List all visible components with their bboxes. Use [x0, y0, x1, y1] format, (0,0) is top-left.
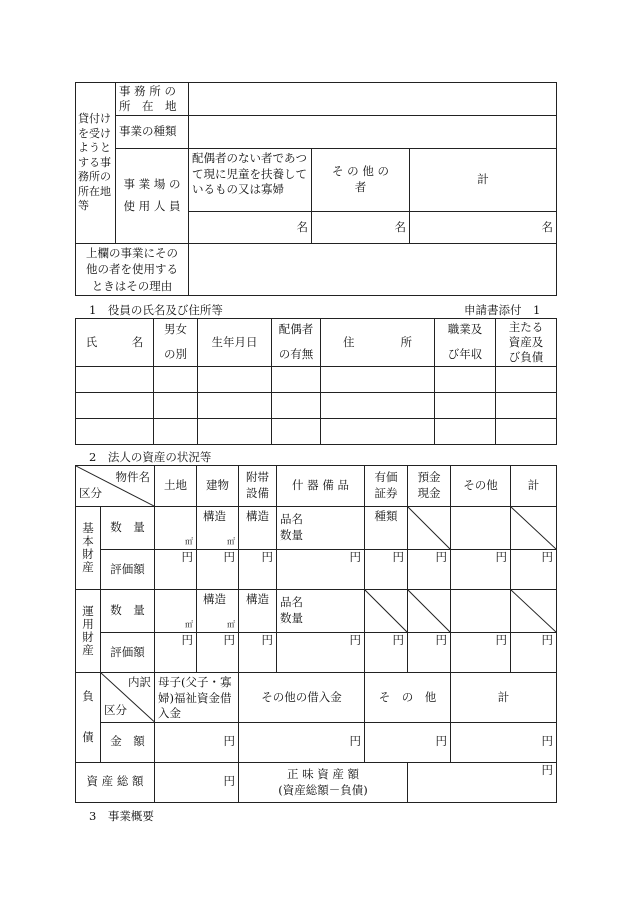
diagonal-line — [511, 590, 556, 632]
welfare-loan-amount[interactable]: 円 — [155, 722, 239, 762]
officer-address-cell[interactable] — [321, 393, 435, 419]
operating-securities-crossed — [365, 590, 408, 633]
officer-sex-cell[interactable] — [154, 393, 198, 419]
basic-deposits-crossed — [408, 507, 451, 550]
officer-birthdate-cell[interactable] — [198, 367, 272, 393]
officer-name-header: 氏 名 — [76, 319, 154, 367]
total-employees-header: 計 — [410, 149, 557, 212]
basic-land-value[interactable]: 円 — [155, 550, 197, 590]
business-type-field[interactable] — [189, 116, 557, 149]
job-header-top: 職業及 — [447, 322, 483, 337]
facility-header: 附帯 設備 — [239, 466, 277, 507]
office-location-label: 事 務 所 の 所 在 地 — [116, 83, 189, 116]
land-header: 土地 — [155, 466, 197, 507]
officer-address-cell[interactable] — [321, 419, 435, 445]
basic-quantity-label: 数 量 — [101, 507, 155, 550]
debt-total-amount[interactable]: 円 — [451, 722, 557, 762]
operating-facility-value[interactable]: 円 — [239, 633, 277, 673]
basic-building-quantity[interactable] — [197, 507, 239, 550]
net-assets-amount[interactable]: 円 — [408, 762, 557, 802]
officer-name-cell[interactable] — [76, 393, 154, 419]
operating-fixtures-product[interactable]: 品名 数量 — [277, 590, 365, 633]
spouse-header-top: 配偶者 — [278, 322, 314, 337]
officer-name-cell[interactable] — [76, 367, 154, 393]
net-assets-label: 正 味 資 産 額 (資産総額－負債) — [239, 762, 408, 802]
debt-detail-header: 内訳 — [128, 675, 151, 689]
total-assets-label: 資 産 総 額 — [76, 762, 155, 802]
basic-facility-structure[interactable]: 構造 — [239, 507, 277, 550]
section2-title: 2 法人の資産の状況等 — [89, 450, 212, 464]
operating-land-value[interactable]: 円 — [155, 633, 197, 673]
total-header: 計 — [511, 466, 557, 507]
job-header-bottom: び年収 — [447, 347, 483, 361]
officer-job-header — [435, 319, 496, 367]
operating-fixtures-value[interactable]: 円 — [277, 633, 365, 673]
officer-sex-cell[interactable] — [154, 367, 198, 393]
single-parent-employees-header: 配偶者のない者であつて現に児童を扶養しているもの又は寡婦 — [189, 149, 312, 212]
total-assets-amount[interactable]: 円 — [155, 762, 239, 802]
operating-deposits-crossed — [408, 590, 451, 633]
basic-securities-value[interactable]: 円 — [365, 550, 408, 590]
debt-detail-category-header — [101, 673, 155, 723]
officer-job-cell[interactable] — [435, 367, 496, 393]
officer-spouse-cell[interactable] — [272, 419, 321, 445]
basic-land-quantity[interactable] — [155, 507, 197, 550]
office-location-field[interactable] — [189, 83, 557, 116]
sex-header-top: 男女 — [164, 322, 187, 337]
officer-birthdate-header: 生年月日 — [198, 319, 272, 367]
officer-sex-header — [154, 319, 198, 367]
item-category-header — [76, 466, 155, 507]
reason-label: 上欄の事業にその 他の者を使用する ときはその理由 — [76, 244, 189, 296]
officer-name-cell[interactable] — [76, 419, 154, 445]
basic-property-label: 基 本 財 産 — [76, 507, 101, 590]
officer-address-cell[interactable] — [321, 367, 435, 393]
debt-category-header: 区分 — [104, 703, 127, 718]
officer-spouse-cell[interactable] — [272, 367, 321, 393]
other-loans-amount[interactable]: 円 — [239, 722, 365, 762]
other-employees-header: そ の 他 の 者 — [312, 149, 410, 212]
applicant-office-table — [75, 82, 557, 296]
diagonal-line — [365, 590, 407, 632]
officer-birthdate-cell[interactable] — [198, 419, 272, 445]
m2-unit: ㎡ — [227, 620, 235, 630]
other-employees-count[interactable]: 名 — [312, 212, 410, 244]
spouse-header-bottom: の有無 — [278, 347, 314, 361]
basic-total-value[interactable]: 円 — [511, 550, 557, 590]
workplace-employees-label: 事 業 場 の 使 用 人 員 — [116, 149, 189, 244]
officer-birthdate-cell[interactable] — [198, 393, 272, 419]
category-header: 区分 — [79, 486, 102, 501]
fixtures-header: 什 器 備 品 — [277, 466, 365, 507]
business-type-label: 事業の種類 — [116, 116, 189, 149]
total-employees-count[interactable]: 名 — [410, 212, 557, 244]
deposits-header: 預金 現金 — [408, 466, 451, 507]
sex-header-bottom: の別 — [164, 347, 187, 361]
debt-total-header: 計 — [451, 673, 557, 723]
operating-other-value[interactable]: 円 — [451, 633, 511, 673]
officer-assets-cell[interactable] — [496, 419, 557, 445]
basic-valuation-label: 評価額 — [101, 550, 155, 590]
structure-label: 構造 — [203, 509, 226, 523]
operating-total-crossed — [511, 590, 557, 633]
building-header: 建物 — [197, 466, 239, 507]
officer-sex-cell[interactable] — [154, 419, 198, 445]
structure-label: 構造 — [203, 592, 226, 606]
operating-deposits-value[interactable]: 円 — [408, 633, 451, 673]
debt-other-header: そ の 他 — [365, 673, 451, 723]
diagonal-line — [408, 507, 450, 549]
basic-facility-value[interactable]: 円 — [239, 550, 277, 590]
welfare-loan-header: 母子(父子・寡婦)福祉資金借入金 — [155, 673, 239, 723]
officer-spouse-header — [272, 319, 321, 367]
basic-fixtures-value[interactable]: 円 — [277, 550, 365, 590]
basic-other-value[interactable]: 円 — [451, 550, 511, 590]
officer-address-header: 住 所 — [321, 319, 435, 367]
operating-other-quantity[interactable] — [451, 590, 511, 633]
section3-title: 3 事業概要 — [89, 809, 154, 823]
operating-total-value[interactable]: 円 — [511, 633, 557, 673]
operating-valuation-label: 評価額 — [101, 633, 155, 673]
attachment-label: 申請書添付 1 — [464, 303, 541, 317]
basic-total-crossed — [511, 507, 557, 550]
basic-fixtures-product[interactable]: 品名 数量 — [277, 507, 365, 550]
basic-building-value[interactable]: 円 — [197, 550, 239, 590]
other-loans-header: その他の借入金 — [239, 673, 365, 723]
operating-facility-structure[interactable]: 構造 — [239, 590, 277, 633]
officer-job-cell[interactable] — [435, 419, 496, 445]
securities-header: 有価 証券 — [365, 466, 408, 507]
operating-securities-value[interactable]: 円 — [365, 633, 408, 673]
operating-building-value[interactable]: 円 — [197, 633, 239, 673]
reason-field[interactable] — [189, 244, 557, 296]
operating-quantity-label: 数 量 — [101, 590, 155, 633]
basic-deposits-value[interactable]: 円 — [408, 550, 451, 590]
operating-land-quantity[interactable] — [155, 590, 197, 633]
officers-table — [75, 318, 557, 445]
diagonal-line — [511, 507, 556, 549]
single-parent-employees-count[interactable]: 名 — [189, 212, 312, 244]
diagonal-line — [408, 590, 450, 632]
section1-title: 1 役員の氏名及び住所等 — [89, 303, 223, 317]
m2-unit: ㎡ — [227, 537, 235, 547]
basic-securities-kind[interactable]: 種類 — [365, 507, 408, 550]
debt-amount-label: 金 額 — [101, 722, 155, 762]
assets-table — [75, 465, 557, 803]
officer-row — [76, 393, 557, 419]
officer-job-cell[interactable] — [435, 393, 496, 419]
officer-row — [76, 419, 557, 445]
debt-label: 負 債 — [76, 673, 101, 763]
officer-assets-header: 主たる 資産及 び負債 — [496, 319, 557, 367]
operating-property-label: 運 用 財 産 — [76, 590, 101, 673]
debt-other-amount[interactable]: 円 — [365, 722, 451, 762]
officer-row — [76, 367, 557, 393]
officer-spouse-cell[interactable] — [272, 393, 321, 419]
basic-other-quantity[interactable] — [451, 507, 511, 550]
operating-building-quantity[interactable] — [197, 590, 239, 633]
m2-unit: ㎡ — [185, 537, 193, 547]
officer-assets-cell[interactable] — [496, 393, 557, 419]
officer-assets-cell[interactable] — [496, 367, 557, 393]
other-header: その他 — [451, 466, 511, 507]
m2-unit: ㎡ — [185, 620, 193, 630]
item-header: 物件名 — [115, 470, 150, 484]
applicant-office-header: 貸付け を受け ようと する事 務所の 所在地 等 — [76, 83, 116, 244]
